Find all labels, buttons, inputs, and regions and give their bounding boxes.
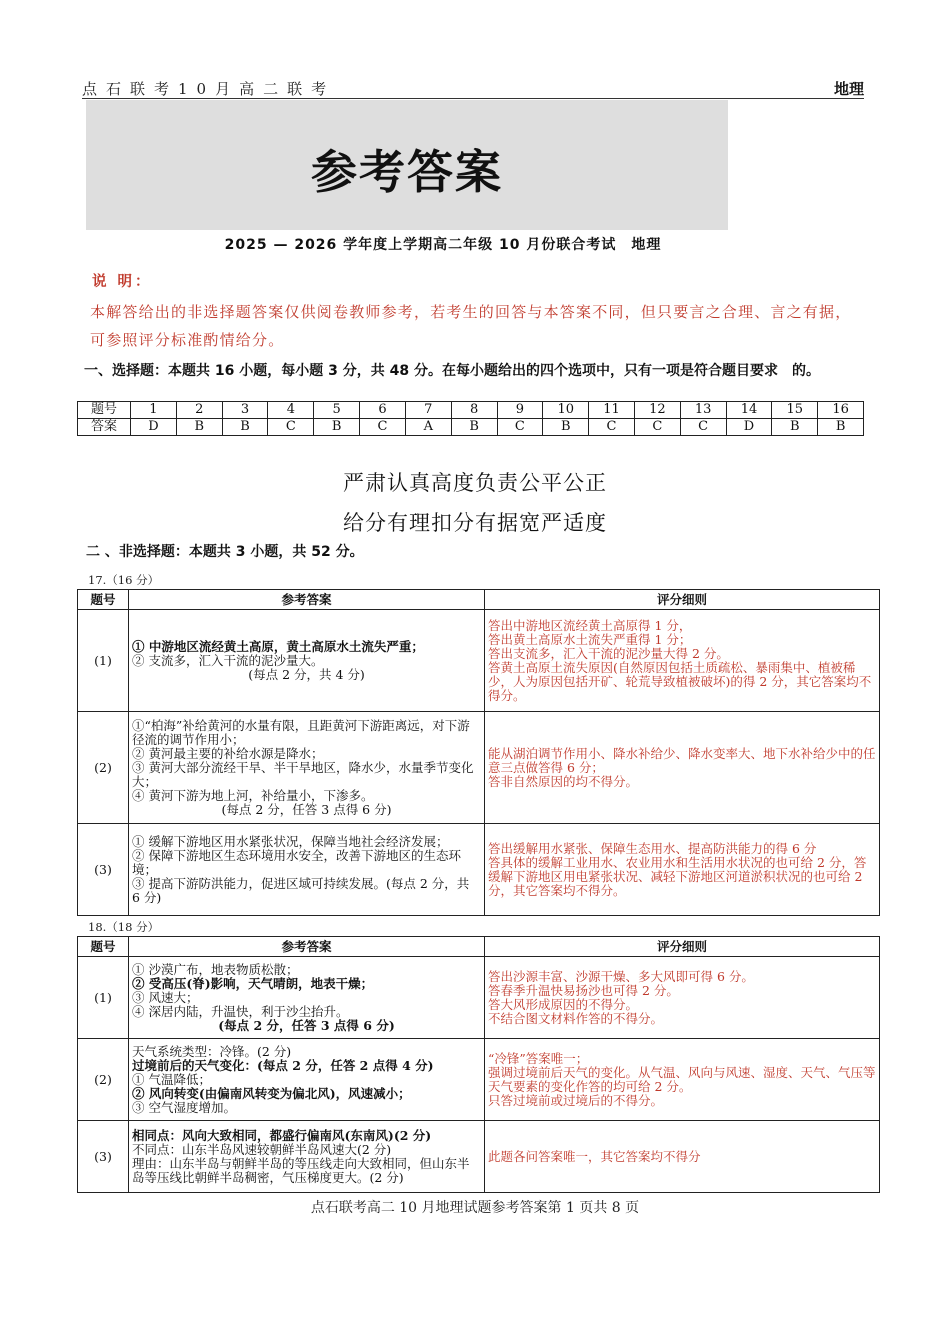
q18-label: 18.（18 分） [88, 920, 160, 934]
slogan-line-1: 严肃认真高度负责公平公正 [343, 471, 607, 495]
q17-row1-rule [485, 610, 880, 712]
question-number: 14 [726, 402, 772, 419]
question-number: 10 [543, 402, 589, 419]
ref-line: 相同点：风向大致相同，都盛行偏南风(东南风)(2 分) [132, 1127, 432, 1143]
q17-row2-rule [485, 712, 880, 824]
rule-line: 答具体的缓解工业用水、农业用水和生活用水状况的也可给 2 分，答缓解下游地区用电紧张状况、减轻下游地区河道淤积状况的也可给 2 分，其它答案均不得分。 [488, 854, 867, 898]
choice-answer: A [405, 419, 451, 436]
ref-line: ② 风向转变(由偏南风转变为偏北风)，风速减小； [132, 1085, 411, 1101]
question-number: 12 [634, 402, 680, 419]
q17-row3-num: (3) [78, 824, 129, 916]
q18-row1-num: (1) [78, 957, 129, 1039]
choice-answer: C [634, 419, 680, 436]
answer-table-answer-label: 答案 [78, 419, 131, 436]
ref-line: ③ 空气湿度增加。 [132, 1099, 236, 1115]
question-number: 2 [176, 402, 222, 419]
ref-line: ① 沙漠广布，地表物质松散； [132, 961, 299, 977]
table-row [78, 610, 880, 712]
table-row [78, 1039, 880, 1121]
rule-line: 答出缓解用水紧张、保障生态用水、提高防洪能力的得 6 分 [488, 840, 817, 856]
ref-line: ① 气温降低； [132, 1071, 211, 1087]
choice-answer: B [176, 419, 222, 436]
question-number: 15 [772, 402, 818, 419]
table-row [78, 824, 880, 916]
ref-score: (每点 2 分，任答 3 点得 6 分) [218, 1017, 395, 1033]
table-row [78, 957, 880, 1039]
q18-row1-ref [129, 957, 485, 1039]
q17-row2-num: (2) [78, 712, 129, 824]
question-number: 7 [405, 402, 451, 419]
slogan-line-2: 给分有理扣分有据宽严适度 [343, 511, 607, 535]
rule-line: 能从湖泊调节作用小、降水补给少、降水变率大、地下水补给少中的任意三点做答得 6 分； [488, 745, 876, 775]
title-banner [86, 100, 728, 230]
ref-line: 理由：山东半岛与朝鲜半岛的等压线走向大致相同，但山东半岛等压线比朝鲜半岛稠密，气压梯度更大。(2 分) [132, 1155, 470, 1185]
rule-line: 此题各问答案唯一，其它答案均不得分 [488, 1148, 701, 1164]
q17-label: 17.（16 分） [88, 573, 160, 587]
rule-line: 答春季升温快易扬沙也可得 2 分。 [488, 982, 679, 998]
ref-line: 不同点：山东半岛风速较朝鲜半岛风速大(2 分) [132, 1141, 392, 1157]
ref-line: ④ 深居内陆，升温快，利于沙尘抬升。 [132, 1003, 349, 1019]
rule-line: 答黄土高原土流失原因(自然原因包括土质疏松、暴雨集中、植被稀少，人为原因包括开矿、轮荒导致植被破坏)的得 2 分，其它答案均不得分。 [488, 659, 872, 703]
question-number: 8 [451, 402, 497, 419]
answer-table-number-label: 题号 [78, 402, 131, 419]
rule-line: 答出支流多，汇入干流的泥沙量大得 2 分。 [488, 645, 729, 661]
rule-line: 只答过境前或过境后的不得分。 [488, 1092, 664, 1108]
q18-header-row [78, 937, 880, 957]
rule-line: 强调过境前后天气的变化。从气温、风向与风速、湿度、天气、气压等天气要素的变化作答的均可给 2 分。 [488, 1064, 876, 1094]
exam-subtitle: 2025 — 2026 学年度上学期高二年级 10 月份联合考试 地理 [224, 237, 662, 253]
q17-header-row [78, 590, 880, 610]
q18-row3-rule [485, 1121, 880, 1193]
question-number: 6 [360, 402, 406, 419]
header-exam-name: 点石联考10月高二联考 [82, 80, 336, 98]
header-subject: 地理 [833, 80, 864, 98]
q18-header-rule: 评分细则 [485, 937, 880, 957]
choice-answer: C [680, 419, 726, 436]
choice-answer: C [589, 419, 635, 436]
q18-row3-num: (3) [78, 1121, 129, 1193]
table-row [78, 712, 880, 824]
q18-table [77, 936, 880, 1193]
section2-heading: 二 、非选择题：本题共 3 小题，共 52 分。 [86, 544, 364, 560]
q17-header-ref: 参考答案 [129, 590, 485, 610]
rule-line: 答出中游地区流经黄土高原得 1 分， [488, 617, 692, 633]
q18-row2-num: (2) [78, 1039, 129, 1121]
question-number: 1 [131, 402, 177, 419]
choice-answer: B [451, 419, 497, 436]
q18-row2-ref [129, 1039, 485, 1121]
note-body: 本解答给出的非选择题答案仅供阅卷教师参考，若考生的回答与本答案不同，但只要言之合理、言之有据，可参照评分标准酌情给分。 [90, 303, 852, 349]
question-number: 3 [222, 402, 268, 419]
ref-line: ② 黄河最主要的补给水源是降水； [132, 745, 324, 761]
table-row [78, 1121, 880, 1193]
question-number: 16 [818, 402, 864, 419]
q17-row1-ref [129, 610, 485, 712]
q18-header-ref: 参考答案 [129, 937, 485, 957]
answer-table-number-row [78, 402, 864, 419]
q17-row3-rule [485, 824, 880, 916]
q18-row2-rule [485, 1039, 880, 1121]
choice-answer: C [360, 419, 406, 436]
section1-heading: 一、选择题：本题共 16 小题，每小题 3 分，共 48 分。在每小题给出的四个选项中，只有一项是符合题目要求 的。 [84, 363, 820, 379]
choice-answer: D [131, 419, 177, 436]
rule-line: “冷锋”答案唯一； [488, 1050, 589, 1066]
question-number: 11 [589, 402, 635, 419]
q18-row1-rule [485, 957, 880, 1039]
choice-answer: B [543, 419, 589, 436]
ref-line: ① 中游地区流经黄土高原，黄土高原水土流失严重； [132, 638, 424, 654]
answer-table-answer-row [78, 419, 864, 436]
q17-row1-num: (1) [78, 610, 129, 712]
ref-line: 过境前后的天气变化：(每点 2 分，任答 2 点得 4 分) [132, 1057, 434, 1073]
choice-answer: B [772, 419, 818, 436]
q18-row3-ref [129, 1121, 485, 1193]
rule-line: 答大风形成原因的不得分。 [488, 996, 639, 1012]
q17-header-num: 题号 [78, 590, 129, 610]
choice-answer: D [726, 419, 772, 436]
ref-line: 天气系统类型：冷锋。(2 分) [132, 1043, 292, 1059]
question-number: 13 [680, 402, 726, 419]
question-number: 4 [268, 402, 314, 419]
page-header [82, 78, 864, 99]
rule-line: 答出沙源丰富、沙源干燥、多大风即可得 6 分。 [488, 968, 754, 984]
choice-answer: B [818, 419, 864, 436]
ref-line: ① 缓解下游地区用水紧张状况，保障当地社会经济发展； [132, 833, 449, 849]
question-number: 5 [314, 402, 360, 419]
choice-answer: B [314, 419, 360, 436]
question-number: 9 [497, 402, 543, 419]
rule-line: 答出黄土高原水土流失严重得 1 分； [488, 631, 692, 647]
choice-answer: C [268, 419, 314, 436]
choice-answer: C [497, 419, 543, 436]
page-footer: 点石联考高二 10 月地理试题参考答案第 1 页共 8 页 [310, 1200, 640, 1216]
ref-line: ③ 风速大； [132, 989, 199, 1005]
ref-line: ①“柏海”补给黄河的水量有限，且距黄河下游距离远，对下游径流的调节作用小； [132, 717, 470, 747]
q17-table [77, 589, 880, 916]
rule-line: 不结合图文材料作答的不得分。 [488, 1010, 664, 1026]
page-title: 参考答案 [311, 145, 503, 199]
ref-line: ② 受高压(脊)影响，天气晴朗，地表干燥； [132, 975, 374, 991]
rule-line: 答非自然原因的均不得分。 [488, 773, 639, 789]
q17-row3-ref [129, 824, 485, 916]
ref-line: ④ 黄河下游为地上河，补给量小，下渗多。 [132, 787, 374, 803]
q18-header-num: 题号 [78, 937, 129, 957]
q17-row2-ref [129, 712, 485, 824]
ref-line: ③ 黄河大部分流经干旱、半干旱地区，降水少，水量季节变化大； [132, 759, 474, 789]
ref-score: (每点 2 分，共 4 分) [248, 666, 365, 682]
q17-header-rule: 评分细则 [485, 590, 880, 610]
choice-answer-table [77, 401, 864, 436]
ref-line: ③ 提高下游防洪能力，促进区域可持续发展。(每点 2 分，共 6 分) [132, 875, 474, 905]
ref-line: ② 支流多，汇入干流的泥沙量大。 [132, 652, 324, 668]
note-title: 说 明： [92, 274, 153, 290]
choice-answer: B [222, 419, 268, 436]
ref-score: (每点 2 分，任答 3 点得 6 分) [221, 801, 392, 817]
ref-line: ② 保障下游地区生态环境用水安全，改善下游地区的生态环境； [132, 847, 461, 877]
